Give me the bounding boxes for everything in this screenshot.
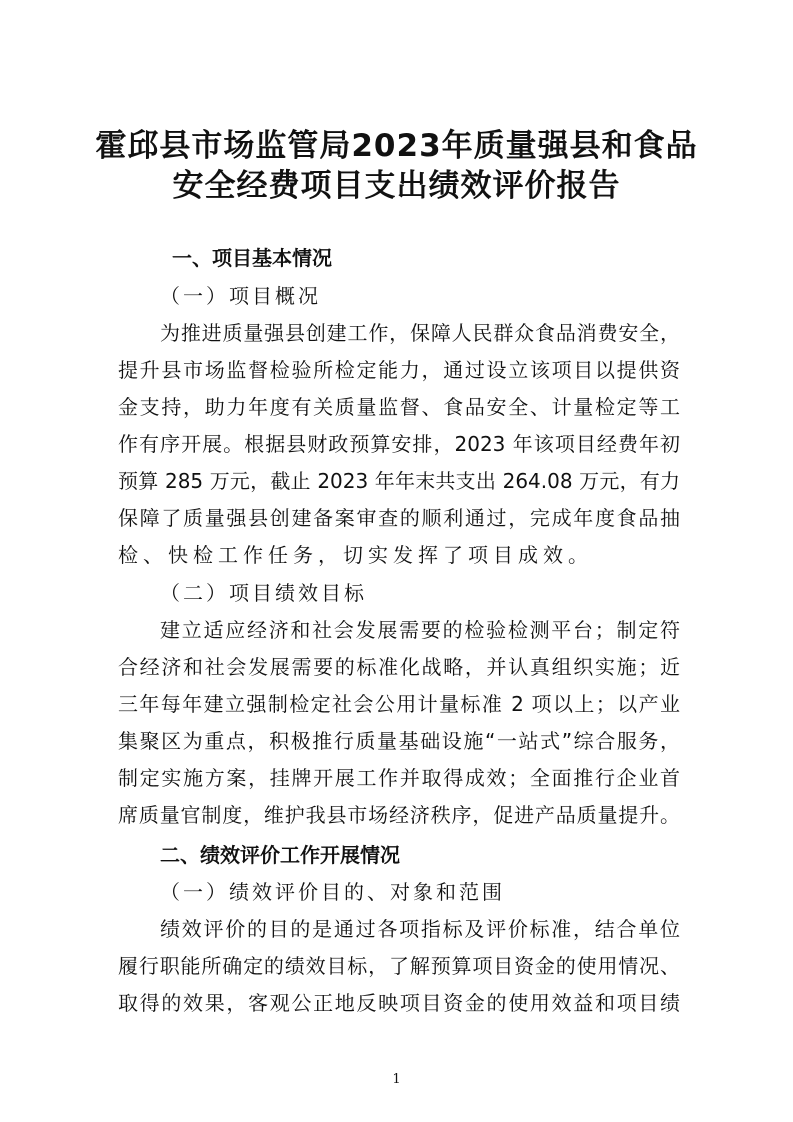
section-1-1-heading: （一）项目概况: [160, 284, 321, 308]
section-2-heading: 二、绩效评价工作开展情况: [160, 843, 400, 867]
paragraph-line: 检、快检工作任务，切实发挥了项目成效。: [118, 543, 593, 567]
paragraph-line: 取得的效果，客观公正地反映项目资金的使用效益和项目绩: [118, 991, 680, 1015]
document-title-line-1: 霍邱县市场监管局2023年质量强县和食品: [95, 128, 698, 164]
section-2-1-heading: （一）绩效评价目的、对象和范围: [160, 880, 505, 904]
page-number: 1: [392, 1072, 401, 1087]
paragraph-line: 建立适应经济和社会发展需要的检验检测平台；制定符: [160, 618, 680, 642]
paragraph-line: 制定实施方案，挂牌开展工作并取得成效；全面推行企业首: [118, 766, 680, 790]
paragraph-line: 作有序开展。根据县财政预算安排，2023 年该项目经费年初: [118, 432, 680, 456]
paragraph-line: 绩效评价的目的是通过各项指标及评价标准，结合单位: [160, 917, 680, 941]
paragraph-line: 三年每年建立强制检定社会公用计量标准 2 项以上；以产业: [118, 692, 680, 716]
section-1-2-heading: （二）项目绩效目标: [160, 581, 367, 605]
paragraph-line: 履行职能所确定的绩效目标，了解预算项目资金的使用情况、: [118, 954, 680, 978]
paragraph-line: 保障了质量强县创建备案审查的顺利通过，完成年度食品抽: [118, 506, 680, 530]
paragraph-line: 席质量官制度，维护我县市场经济秩序，促进产品质量提升。: [118, 803, 680, 827]
paragraph-line: 提升县市场监督检验所检定能力，通过设立该项目以提供资: [118, 358, 680, 382]
paragraph-line: 预算 285 万元，截止 2023 年年末共支出 264.08 万元，有力: [118, 469, 680, 493]
document-title-line-2: 安全经费项目支出绩效评价报告: [172, 168, 621, 204]
paragraph-line: 为推进质量强县创建工作，保障人民群众食品消费安全，: [160, 321, 680, 345]
paragraph-line: 集聚区为重点，积极推行质量基础设施“一站式”综合服务，: [118, 729, 680, 753]
paragraph-line: 金支持，助力年度有关质量监督、食品安全、计量检定等工: [118, 395, 680, 419]
paragraph-line: 合经济和社会发展需要的标准化战略，并认真组织实施；近: [118, 655, 680, 679]
section-1-heading: 一、项目基本情况: [172, 246, 332, 270]
